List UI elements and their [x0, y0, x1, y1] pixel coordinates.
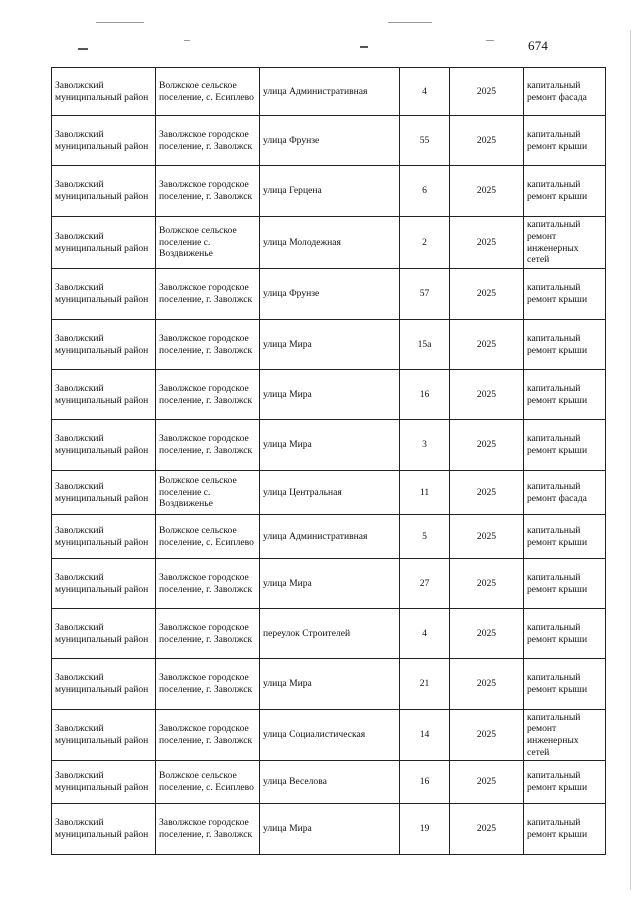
table-row	[52, 68, 606, 116]
table-row	[52, 515, 606, 559]
street-cell: улица Мира	[260, 370, 400, 420]
settlement-cell: Заволжское городское поселение, г. Заволжск	[156, 559, 260, 609]
settlement-cell: Заволжское городское поселение, г. Заволжск	[156, 710, 260, 761]
house-number-cell: 5	[400, 515, 450, 559]
district-cell: Заволжский муниципальный район	[52, 659, 156, 710]
district-cell: Заволжский муниципальный район	[52, 217, 156, 269]
year-cell: 2025	[450, 370, 524, 420]
street-cell: улица Центральная	[260, 471, 400, 515]
house-number-cell: 6	[400, 166, 450, 217]
house-number-cell: 2	[400, 217, 450, 269]
street-cell: улица Фрунзе	[260, 269, 400, 320]
district-cell: Заволжский муниципальный район	[52, 269, 156, 320]
house-number-cell: 3	[400, 420, 450, 471]
work-type-cell: капитальный ремонт крыши	[524, 166, 606, 217]
work-type-cell: капитальный ремонт крыши	[524, 269, 606, 320]
year-cell: 2025	[450, 804, 524, 855]
registry-table	[51, 67, 606, 855]
table-row	[52, 166, 606, 217]
settlement-cell: Волжское сельское поселение, с. Есиплево	[156, 515, 260, 559]
street-cell: улица Мира	[260, 559, 400, 609]
year-cell: 2025	[450, 420, 524, 471]
settlement-cell: Волжское сельское поселение с. Воздвиженье	[156, 471, 260, 515]
table-row	[52, 761, 606, 804]
district-cell: Заволжский муниципальный район	[52, 609, 156, 659]
house-number-cell: 55	[400, 116, 450, 166]
street-cell: улица Социалистическая	[260, 710, 400, 761]
year-cell: 2025	[450, 559, 524, 609]
settlement-cell: Заволжское городское поселение, г. Заволжск	[156, 116, 260, 166]
year-cell: 2025	[450, 320, 524, 370]
table-row	[52, 269, 606, 320]
street-cell: улица Герцена	[260, 166, 400, 217]
street-cell: улица Административная	[260, 68, 400, 116]
page-number: 674	[528, 38, 549, 53]
scan-mark	[630, 30, 631, 890]
house-number-cell: 11	[400, 471, 450, 515]
work-type-cell: капитальный ремонт инженерных сетей	[524, 710, 606, 761]
house-number-cell: 16	[400, 761, 450, 804]
settlement-cell: Заволжское городское поселение, г. Заволжск	[156, 320, 260, 370]
house-number-cell: 27	[400, 559, 450, 609]
settlement-cell: Волжское сельское поселение с. Воздвиженье	[156, 217, 260, 269]
work-type-cell: капитальный ремонт крыши	[524, 320, 606, 370]
house-number-cell: 19	[400, 804, 450, 855]
house-number-cell: 57	[400, 269, 450, 320]
table-row	[52, 559, 606, 609]
district-cell: Заволжский муниципальный район	[52, 515, 156, 559]
settlement-cell: Волжское сельское поселение, с. Есиплево	[156, 68, 260, 116]
district-cell: Заволжский муниципальный район	[52, 471, 156, 515]
street-cell: улица Фрунзе	[260, 116, 400, 166]
table-row	[52, 804, 606, 855]
scan-mark	[360, 46, 368, 48]
year-cell: 2025	[450, 269, 524, 320]
work-type-cell: капитальный ремонт крыши	[524, 804, 606, 855]
street-cell: улица Мира	[260, 420, 400, 471]
district-cell: Заволжский муниципальный район	[52, 166, 156, 217]
settlement-cell: Волжское сельское поселение, с. Есиплево	[156, 761, 260, 804]
table-row	[52, 471, 606, 515]
district-cell: Заволжский муниципальный район	[52, 116, 156, 166]
work-type-cell: капитальный ремонт фасада	[524, 471, 606, 515]
table-row	[52, 710, 606, 761]
year-cell: 2025	[450, 659, 524, 710]
work-type-cell: капитальный ремонт крыши	[524, 761, 606, 804]
work-type-cell: капитальный ремонт фасада	[524, 68, 606, 116]
work-type-cell: капитальный ремонт инженерных сетей	[524, 217, 606, 269]
district-cell: Заволжский муниципальный район	[52, 420, 156, 471]
scan-mark	[96, 22, 144, 23]
settlement-cell: Заволжское городское поселение, г. Заволжск	[156, 370, 260, 420]
district-cell: Заволжский муниципальный район	[52, 761, 156, 804]
street-cell: улица Мира	[260, 804, 400, 855]
settlement-cell: Заволжское городское поселение, г. Заволжск	[156, 269, 260, 320]
year-cell: 2025	[450, 710, 524, 761]
table-row	[52, 370, 606, 420]
house-number-cell: 14	[400, 710, 450, 761]
year-cell: 2025	[450, 515, 524, 559]
settlement-cell: Заволжское городское поселение, г. Заволжск	[156, 166, 260, 217]
table-row	[52, 217, 606, 269]
settlement-cell: Заволжское городское поселение, г. Заволжск	[156, 659, 260, 710]
settlement-cell: Заволжское городское поселение, г. Заволжск	[156, 420, 260, 471]
street-cell: улица Мира	[260, 320, 400, 370]
settlement-cell: Заволжское городское поселение, г. Заволжск	[156, 804, 260, 855]
work-type-cell: капитальный ремонт крыши	[524, 609, 606, 659]
house-number-cell: 4	[400, 609, 450, 659]
year-cell: 2025	[450, 116, 524, 166]
work-type-cell: капитальный ремонт крыши	[524, 370, 606, 420]
street-cell: переулок Строителей	[260, 609, 400, 659]
table-row	[52, 420, 606, 471]
work-type-cell: капитальный ремонт крыши	[524, 559, 606, 609]
scan-mark	[486, 40, 494, 41]
table-row	[52, 320, 606, 370]
district-cell: Заволжский муниципальный район	[52, 559, 156, 609]
work-type-cell: капитальный ремонт крыши	[524, 659, 606, 710]
street-cell: улица Административная	[260, 515, 400, 559]
table-row	[52, 116, 606, 166]
table-body	[52, 68, 606, 855]
district-cell: Заволжский муниципальный район	[52, 710, 156, 761]
street-cell: улица Молодежная	[260, 217, 400, 269]
scan-mark	[184, 40, 190, 41]
street-cell: улица Мира	[260, 659, 400, 710]
settlement-cell: Заволжское городское поселение, г. Заволжск	[156, 609, 260, 659]
scan-mark	[388, 22, 432, 23]
year-cell: 2025	[450, 217, 524, 269]
year-cell: 2025	[450, 471, 524, 515]
table-row	[52, 659, 606, 710]
work-type-cell: капитальный ремонт крыши	[524, 420, 606, 471]
year-cell: 2025	[450, 761, 524, 804]
house-number-cell: 21	[400, 659, 450, 710]
district-cell: Заволжский муниципальный район	[52, 320, 156, 370]
year-cell: 2025	[450, 609, 524, 659]
district-cell: Заволжский муниципальный район	[52, 68, 156, 116]
work-type-cell: капитальный ремонт крыши	[524, 515, 606, 559]
district-cell: Заволжский муниципальный район	[52, 370, 156, 420]
table-row	[52, 609, 606, 659]
house-number-cell: 4	[400, 68, 450, 116]
house-number-cell: 15а	[400, 320, 450, 370]
scan-mark	[78, 48, 88, 50]
year-cell: 2025	[450, 68, 524, 116]
house-number-cell: 16	[400, 370, 450, 420]
street-cell: улица Веселова	[260, 761, 400, 804]
district-cell: Заволжский муниципальный район	[52, 804, 156, 855]
work-type-cell: капитальный ремонт крыши	[524, 116, 606, 166]
year-cell: 2025	[450, 166, 524, 217]
